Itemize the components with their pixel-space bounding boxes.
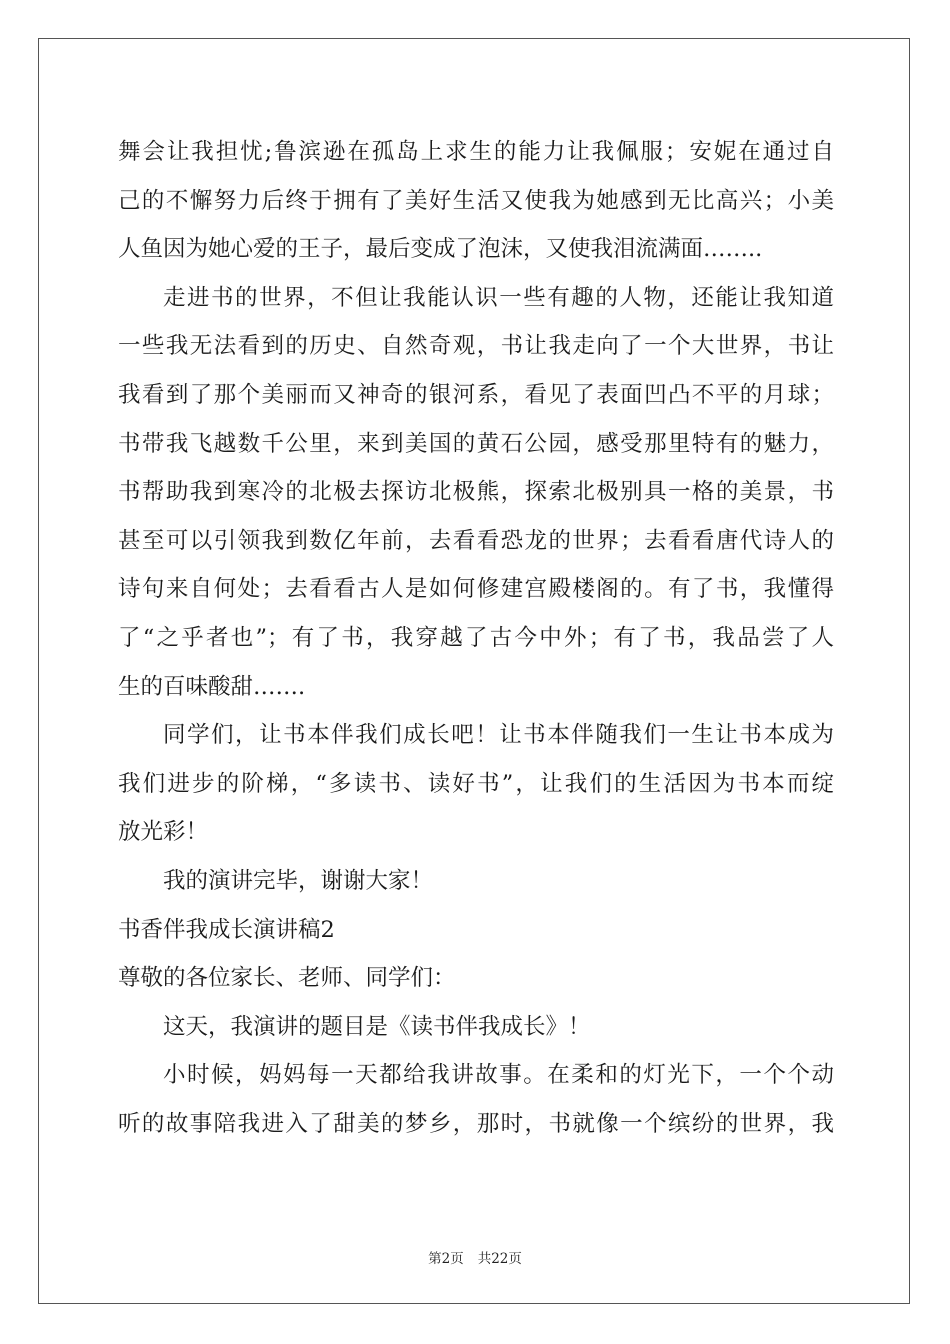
text-line: 同学们，让书本伴我们成长吧！让书本伴随我们一生让书本成为 bbox=[163, 722, 834, 749]
page-footer bbox=[0, 1247, 950, 1267]
text-line: 甚至可以引领我到数亿年前，去看看恐龙的世界；去看看唐代诗人的 bbox=[118, 527, 834, 554]
text-line: 我的演讲完毕，谢谢大家！ bbox=[163, 867, 434, 894]
document-body bbox=[118, 128, 834, 1148]
text-line: 我们进步的阶梯，“多读书、读好书”，让我们的生活因为书本而绽 bbox=[118, 770, 834, 797]
text-line: 走进书的世界，不但让我能认识一些有趣的人物，还能让我知道 bbox=[163, 284, 834, 311]
text-line: 诗句来自何处；去看看古人是如何修建宫殿楼阁的。有了书，我懂得 bbox=[118, 576, 834, 603]
text-line: 听的故事陪我进入了甜美的梦乡，那时，书就像一个缤纷的世界，我 bbox=[118, 1110, 834, 1137]
total-page-count: 共22页 bbox=[477, 1251, 522, 1267]
text-line: 一些我无法看到的历史、自然奇观，书让我走向了一个大世界，书让 bbox=[118, 333, 834, 360]
text-line: 这天，我演讲的题目是《读书伴我成长》！ bbox=[163, 1013, 591, 1040]
section-heading: 书香伴我成长演讲稿2 bbox=[118, 916, 335, 943]
text-line: 生的百味酸甜……. bbox=[118, 673, 306, 700]
text-line: 书带我飞越数千公里，来到美国的黄石公园，感受那里特有的魅力， bbox=[118, 430, 834, 457]
salutation: 尊敬的各位家长、老师、同学们： bbox=[118, 965, 456, 992]
current-page-number: 第2页 bbox=[428, 1251, 464, 1267]
text-line: 放光彩！ bbox=[118, 819, 209, 846]
text-line: 了“之乎者也”；有了书，我穿越了古今中外；有了书，我品尝了人 bbox=[118, 624, 834, 651]
text-line: 我看到了那个美丽而又神奇的银河系，看见了表面凹凸不平的月球； bbox=[118, 381, 834, 408]
text-line: 人鱼因为她心爱的王子，最后变成了泡沫，又使我泪流满面…….. bbox=[118, 236, 763, 263]
text-line: 小时候，妈妈每一天都给我讲故事。在柔和的灯光下，一个个动 bbox=[163, 1062, 834, 1089]
text-line: 舞会让我担忧;鲁滨逊在孤岛上求生的能力让我佩服；安妮在通过自 bbox=[118, 139, 834, 165]
text-line: 己的不懈努力后终于拥有了美好生活又使我为她感到无比高兴；小美 bbox=[118, 187, 834, 214]
text-line: 书帮助我到寒冷的北极去探访北极熊，探索北极别具一格的美景，书 bbox=[118, 479, 834, 506]
